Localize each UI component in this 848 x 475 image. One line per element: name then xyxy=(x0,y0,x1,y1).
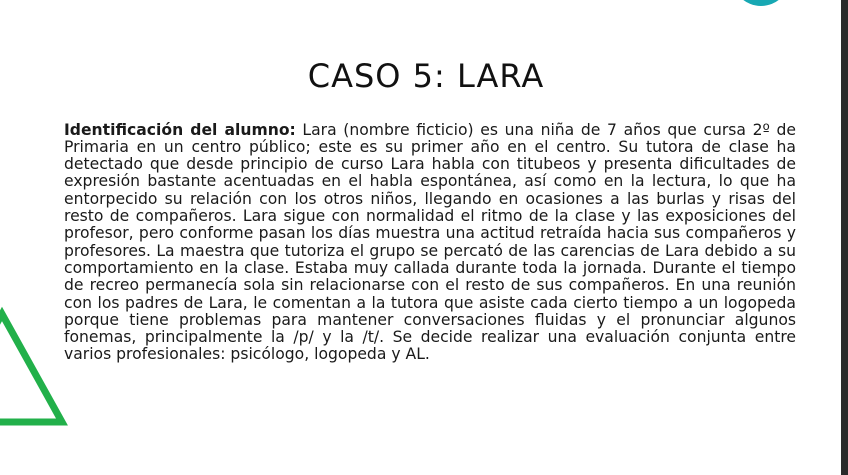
section-label: Identificación del alumno: xyxy=(64,120,296,139)
decorative-circle xyxy=(732,0,790,6)
case-description xyxy=(64,122,796,364)
case-body-text: Lara (nombre ficticio) es una niña de 7 años que cursa 2º de Primaria en un centro público; este es su primer año en el centro. Su tutora de clase ha detectado que desde principio de curso Lara habla con titubeos y presenta dificultades de expresión bastante acentuadas en el habla espontánea, así como en la lectura, lo que ha entorpecido su relación con los otros niños, llegando en ocasiones a las burlas y risas del resto de compañeros. Lara sigue con normalidad el ritmo de la clase y las exposiciones del profesor, pero conforme pasan los días muestra una actitud retraída hacia sus compañeros y profesores. La maestra que tutoriza el grupo se percató de las carencias de Lara debido a su comportamiento en la clase. Estaba muy callada durante toda la jornada. Durante el tiempo de recreo permanecía sola sin relacionarse con el resto de sus compañeros. En una reunión con los padres de Lara, le comentan a la tutora que asiste cada cierto tiempo a un logopeda porque tiene problemas para mantener conversaciones fluidas y el pronunciar algunos fonemas, principalmente la /p/ y la /t/. Se decide realizar una evaluación conjunta entre varios profesionales: psicólogo, logopeda y AL. xyxy=(64,120,796,364)
page-title: CASO 5: LARA xyxy=(307,57,545,96)
